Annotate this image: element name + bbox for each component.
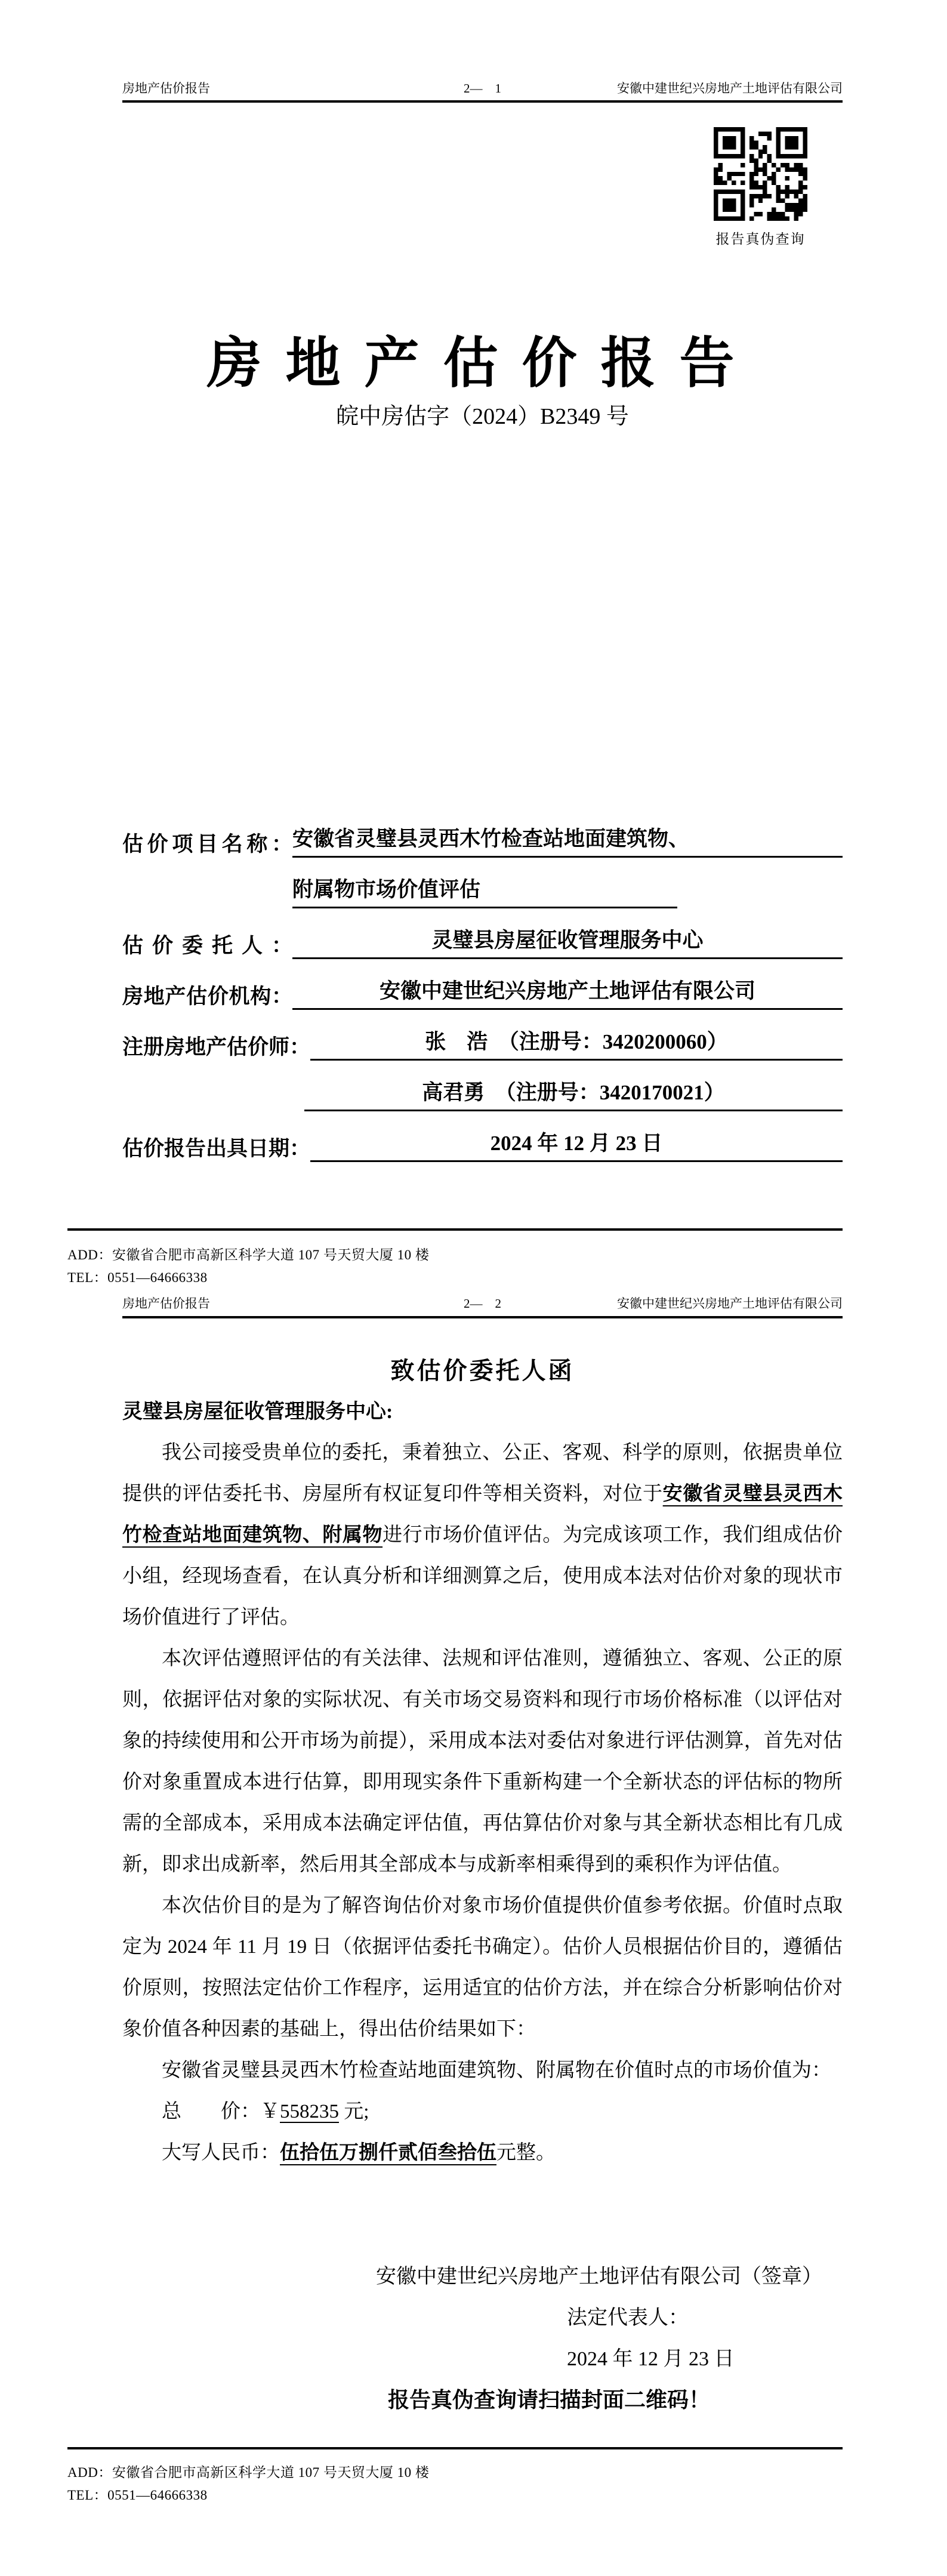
form-value-appraiser-1: 张 浩 （注册号：3420200060） — [310, 1025, 843, 1061]
paragraph1-text-pre: 我公司接受贵单位的委托，秉着独立、公正、客观、科学的原则，依据贵单位提供的评估委托书、房屋所有权证复印件等相关资料，对位于 — [122, 1442, 843, 1505]
form-row-project-name-cont — [122, 858, 843, 908]
total-price-value: 558235 — [280, 2101, 339, 2122]
letter-paragraph-2: 本次评估遵照评估的有关法律、法规和评估准则，遵循独立、客观、公正的原则，依据评估对象的实际状况、有关市场交易资料和现行市场价格标准（以评估对象的持续使用和公开市场为前提），采用成本法对委估对象进行评估测算，首先对估价对象重置成本进行估算，即用现实条件下重新构建一个全新状态的评估标的物所需的全部成本，采用成本法确定评估值，再估算估价对象与其全新状态相比有几成新，即求出成新率，然后用其全部成本与成新率相乘得到的乘积作为评估值。 — [122, 1648, 843, 1875]
capital-price-unit: 元整。 — [496, 2142, 556, 2164]
legal-representative-line: 法定代表人： — [567, 2307, 689, 2329]
company-seal-line: 安徽中建世纪兴房地产土地评估有限公司（签章） — [376, 2266, 822, 2288]
form-label-client: 估价委托人： — [122, 934, 292, 957]
page1-header-page-number: 2— 1 — [464, 81, 501, 95]
qr-code — [714, 127, 807, 221]
total-price-label: 总 价： — [162, 2101, 260, 2122]
page1-header-company: 安徽中建世纪兴房地产土地评估有限公司 — [617, 81, 843, 95]
qr-scan-note: 报告真伪查询请扫描封面二维码！ — [388, 2388, 711, 2412]
page1-header-rule — [122, 100, 843, 103]
report-doc-number: 皖中房估字（2024）B2349 号 — [336, 404, 629, 429]
currency-symbol: ￥ — [260, 2101, 280, 2122]
page2-footer-telephone: TEL：0551—64666338 — [67, 2488, 208, 2503]
form-label-issue-date: 估价报告出具日期： — [122, 1137, 311, 1160]
page1-header — [122, 79, 843, 97]
page2-header-company: 安徽中建世纪兴房地产土地评估有限公司 — [617, 1296, 843, 1311]
form-row-issue-date — [122, 1111, 843, 1162]
page2-header-page-number: 2— 2 — [464, 1296, 501, 1311]
cover-form — [122, 807, 843, 1162]
letter-title: 致估价委托人函 — [390, 1357, 575, 1384]
page2-footer-rule — [67, 2447, 843, 2449]
page2-header-doc-title: 房地产估价报告 — [122, 1296, 210, 1311]
qr-block — [714, 127, 807, 248]
letter-section — [122, 1350, 843, 2421]
form-value-project-name-cont: 附属物市场价值评估 — [292, 873, 677, 908]
result-intro-line: 安徽省灵璧县灵西木竹检查站地面建筑物、附属物在价值时点的市场价值为： — [162, 2060, 831, 2081]
page1-footer-telephone: TEL：0551—64666338 — [67, 1270, 208, 1285]
paragraph1-text-post: 进行市场价值评估。为完成该项工作，我们组成估价小组，经现场查看，在认真分析和详细测算之后，使用成本法对估价对象的现状市场价值进行了评估。 — [122, 1524, 843, 1628]
form-row-appraiser-2 — [122, 1061, 843, 1111]
capital-price-label: 大写人民币： — [162, 2142, 280, 2164]
form-row-appraiser-1 — [122, 1010, 843, 1061]
letter-paragraph-1 — [122, 1432, 843, 1638]
form-value-project-name: 安徽省灵璧县灵西木竹检查站地面建筑物、 — [292, 822, 843, 858]
form-row-project-name — [122, 807, 843, 858]
page2-header-rule — [122, 1316, 843, 1318]
form-label-appraiser: 注册房地产估价师： — [122, 1036, 311, 1059]
form-label-project-name: 估价项目名称： — [122, 833, 292, 856]
form-value-client: 灵璧县房屋征收管理服务中心 — [292, 924, 843, 959]
letter-salutation: 灵璧县房屋征收管理服务中心: — [122, 1401, 393, 1423]
form-row-agency — [122, 959, 843, 1010]
letter-paragraph-3: 本次估价目的是为了解咨询估价对象市场价值提供价值参考依据。价值时点取定为 2024 年 11 月 19 日（依据评估委托书确定）。估价人员根据估价目的，遵循估价原则，按照法定估价工作程序，运用适宜的估价方法，并在综合分析影响估价对象价值各种因素的基础上，得出估价结果如下： — [122, 1895, 843, 2040]
total-price-line — [122, 2091, 843, 2133]
paragraph1-subject-bold: 安徽省灵璧县灵西木竹检查站地面建筑物、附属物 — [122, 1483, 843, 1546]
total-price-unit: 元; — [339, 2101, 369, 2122]
form-value-appraiser-2: 高君勇 （注册号：3420170021） — [304, 1076, 843, 1111]
form-value-issue-date: 2024 年 12 月 23 日 — [310, 1127, 843, 1162]
qr-caption: 报告真伪查询 — [715, 232, 806, 246]
form-label-agency: 房地产估价机构： — [122, 985, 292, 1008]
form-row-client — [122, 908, 843, 959]
form-value-agency: 安徽中建世纪兴房地产土地评估有限公司 — [292, 975, 843, 1010]
signature-date-line: 2024 年 12 月 23 日 — [567, 2348, 735, 2370]
page2-header — [122, 1294, 843, 1312]
page1-footer-rule — [67, 1228, 843, 1231]
page2-footer-address: ADD：安徽省合肥市高新区科学大道 107 号天贸大厦 10 楼 — [67, 2465, 430, 2480]
capital-price-line — [122, 2133, 843, 2174]
capital-price-value: 伍拾伍万捌仟贰佰叁拾伍 — [280, 2142, 496, 2164]
page1-footer-address: ADD：安徽省合肥市高新区科学大道 107 号天贸大厦 10 楼 — [67, 1247, 430, 1262]
page1-header-doc-title: 房地产估价报告 — [122, 81, 210, 95]
report-main-title: 房地产估价报告 — [206, 333, 758, 394]
